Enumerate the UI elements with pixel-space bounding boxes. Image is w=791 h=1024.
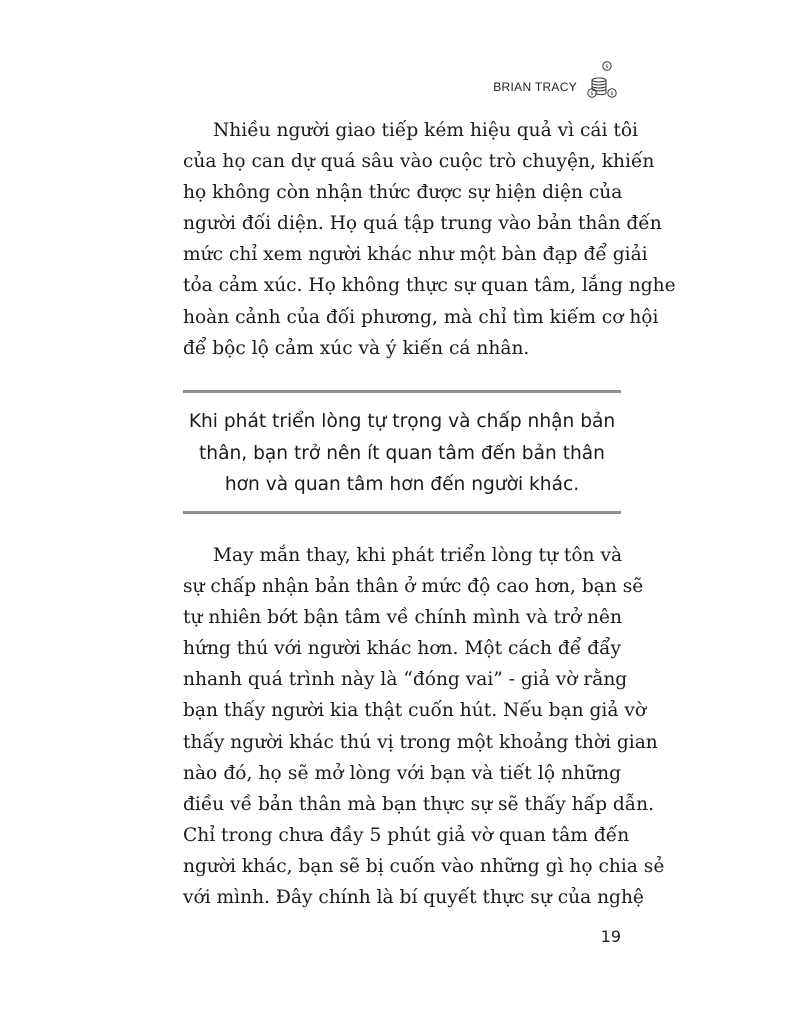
- paragraph2-line: hứng thú với người khác hơn. Một cách để đẩy: [183, 638, 621, 660]
- pullquote-line: thân, bạn trở nên ít quan tâm đến bản thân: [199, 442, 605, 464]
- paragraph1-line: tỏa cảm xúc. Họ không thực sự quan tâm, lắng nghe: [183, 275, 676, 297]
- paragraph2-line: nhanh quá trình này là “đóng vai” - giả vờ rằng: [183, 669, 628, 691]
- svg-text:$: $: [605, 64, 609, 70]
- paragraph1-line: của họ can dự quá sâu vào cuộc trò chuyện, khiến: [183, 151, 655, 173]
- paragraph-1: [183, 115, 676, 364]
- paragraph2-line: người khác, bạn sẽ bị cuốn vào những gì họ chia sẻ: [183, 855, 665, 877]
- paragraph2-line: điều về bản thân mà bạn thực sự sẽ thấy hấp dẫn.: [183, 793, 655, 815]
- paragraph2-line: tự nhiên bớt bận tâm về chính mình và trở nên: [183, 607, 623, 629]
- paragraph1-line: hoàn cảnh của đối phương, mà chỉ tìm kiếm cơ hội: [183, 306, 659, 328]
- pull-quote-text: [183, 393, 621, 511]
- paragraph1-line: Nhiều người giao tiếp kém hiệu quả vì cái tôi: [213, 120, 638, 141]
- paragraph2-line: với mình. Đây chính là bí quyết thực sự của nghệ: [183, 887, 644, 909]
- paragraph2-line: thấy người khác thú vị trong một khoảng thời gian: [183, 731, 658, 753]
- pullquote-line: Khi phát triển lòng tự trọng và chấp nhận bản: [188, 411, 616, 432]
- paragraph1-line: để bộc lộ cảm xúc và ý kiến cá nhân.: [183, 337, 530, 359]
- paragraph1-line: mức chỉ xem người khác như một bàn đạp để giải: [183, 244, 648, 266]
- paragraph2-line: bạn thấy người kia thật cuốn hút. Nếu bạn giả vờ: [183, 700, 647, 722]
- coins-dollar-icon: [585, 60, 619, 100]
- pull-quote-bottom-rule: [183, 511, 621, 514]
- svg-text:$: $: [590, 91, 594, 97]
- paragraph2-line: May mắn thay, khi phát triển lòng tự tôn và: [213, 545, 623, 566]
- pullquote-line: hơn và quan tâm hơn đến người khác.: [224, 474, 580, 495]
- author-name: BRIAN TRACY: [493, 80, 577, 94]
- paragraph1-line: họ không còn nhận thức được sự hiện diện của: [183, 182, 623, 204]
- running-header: [493, 60, 619, 100]
- pull-quote: [183, 390, 621, 514]
- paragraph2-line: sự chấp nhận bản thân ở mức độ cao hơn, bạn sẽ: [183, 576, 644, 598]
- paragraph2-line: nào đó, họ sẽ mở lòng với bạn và tiết lộ những: [183, 762, 621, 784]
- paragraph2-line: Chỉ trong chưa đầy 5 phút giả vờ quan tâm đến: [183, 824, 630, 846]
- page-number: 19: [600, 927, 621, 946]
- paragraph1-line: người đối diện. Họ quá tập trung vào bản thân đến: [183, 213, 662, 235]
- paragraph-2: [183, 540, 665, 913]
- svg-text:$: $: [610, 91, 614, 97]
